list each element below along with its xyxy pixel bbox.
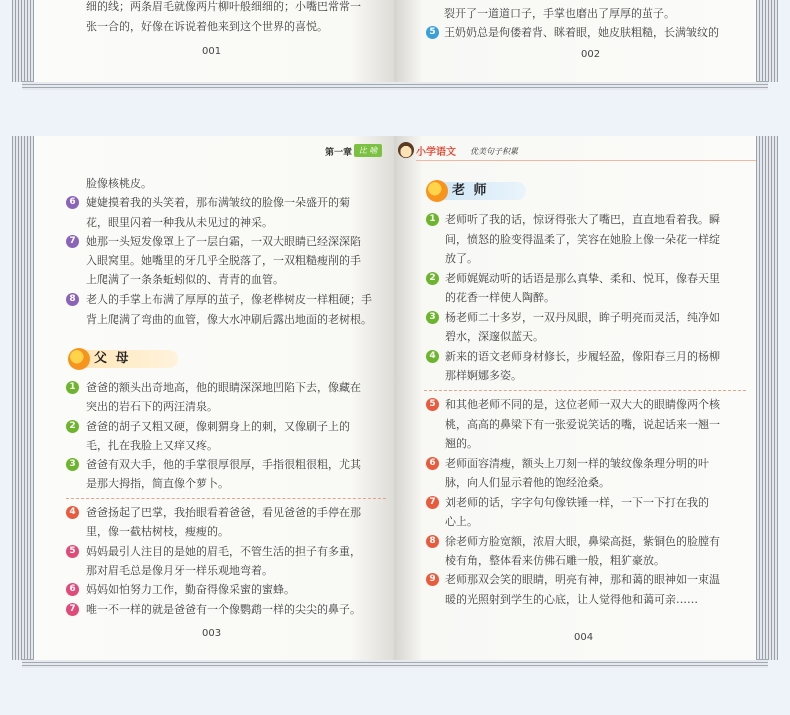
text-line: 那对眉毛总是像月牙一样乐观地弯着。	[86, 564, 273, 577]
page-edge-left	[12, 0, 34, 82]
text-line: 是那大拇指，简直像个萝卜。	[86, 477, 229, 490]
text-line: 上爬满了一条条蚯蚓似的、青青的血管。	[86, 273, 284, 286]
text-line: 妈妈如怕努力工作，勤奋得像采蜜的蜜蜂。	[86, 583, 295, 596]
item-number-badge: 8	[426, 535, 439, 548]
text-line: 徐老师方脸宽额，浓眉大眼，鼻梁高挺，紫铜色的脸膛有	[445, 535, 720, 548]
item-number-badge: 5	[66, 545, 79, 558]
page-edge-right	[756, 136, 778, 660]
text-line: 老师那双会笑的眼睛，明亮有神，那和蔼的眼神如一束温	[445, 573, 720, 586]
page-number: 001	[202, 46, 222, 57]
text-line: 碧水，深邃似蓝天。	[445, 330, 544, 343]
section-heading-parents	[68, 348, 178, 370]
text-line: 爸爸有双大手，他的手掌很厚很厚，手指很粗很粗，尤其	[86, 458, 361, 471]
text-line: 那样婀娜多姿。	[445, 369, 522, 382]
text-line: 婕婕摸着我的头笑着，那布满皱纹的脸像一朵盛开的菊	[86, 196, 350, 209]
page-edge-bottom	[22, 81, 768, 90]
text-line: 刘老师的话，字字句句像铁锤一样，一下一下打在我的	[445, 496, 709, 509]
text-line: 暖的光照射到学生的心底，让人觉得他和蔼可亲……	[445, 593, 698, 606]
child-mascot-icon	[398, 142, 414, 158]
text-line: 老师听了我的话，惊讶得张大了嘴巴，直直地看着我。瞬	[445, 213, 720, 226]
page-003	[34, 136, 394, 660]
text-line: 心上。	[445, 515, 478, 528]
text-line: 老人的手掌上布满了厚厚的茧子，像老桦树皮一样粗硬；手	[86, 293, 372, 306]
text-line: 放了。	[445, 252, 478, 265]
text-line: 毛，扎在我脸上又痒又疼。	[86, 439, 218, 452]
chapter-label: 第一章	[324, 148, 352, 158]
header-rule	[416, 160, 756, 161]
book-spread-main	[12, 136, 778, 660]
section-title: 老 师	[452, 183, 489, 198]
item-number-badge: 7	[426, 496, 439, 509]
section-heading-teachers	[426, 180, 536, 202]
page-001	[34, 0, 394, 82]
item-number-badge: 4	[66, 506, 79, 519]
dashed-divider	[66, 498, 386, 499]
page-number: 002	[581, 49, 601, 60]
text-line: 新来的语文老师身材修长，步履轻盈，像阳春三月的杨柳	[445, 350, 720, 363]
item-number-badge: 6	[66, 196, 79, 209]
item-number-badge: 5	[426, 26, 439, 39]
text-line: 老师娓娓动听的话语是那么真挚、柔和、悦耳，像春天里	[445, 272, 720, 285]
text-line: 脸像核桃皮。	[86, 177, 152, 190]
text-line: 和其他老师不同的是，这位老师一双大大的眼睛像两个核	[445, 398, 720, 411]
chapter-tag: 比 喻	[354, 144, 382, 157]
page-004	[394, 136, 756, 660]
text-line: 花，眼里闪着一种我从未见过的神采。	[86, 216, 273, 229]
item-number-badge: 2	[426, 272, 439, 285]
item-number-badge: 1	[426, 213, 439, 226]
item-number-badge: 9	[426, 573, 439, 586]
text-line: 爸爸的额头出奇地高，他的眼睛深深地凹陷下去，像藏在	[86, 381, 361, 394]
text-line: 爸爸扬起了巴掌，我抬眼看着爸爸，看见爸爸的手停在那	[86, 506, 361, 519]
text-line: 老师面容清瘦，额头上刀刻一样的皱纹像条理分明的叶	[445, 457, 709, 470]
section-badge-icon	[68, 348, 90, 370]
item-number-badge: 3	[66, 458, 79, 471]
item-number-badge: 7	[66, 235, 79, 248]
series-subtitle: 优美句子积累	[470, 147, 518, 156]
text-line: 裂开了一道道口子，手掌也磨出了厚厚的茧子。	[444, 7, 675, 20]
item-number-badge: 7	[66, 603, 79, 616]
item-number-badge: 6	[66, 583, 79, 596]
text-line: 桃，高高的鼻梁下有一张爱说笑话的嘴，说起话来一翘一	[445, 418, 720, 431]
text-line: 她那一头短发像罩上了一层白霜，一双大眼睛已经深深陷	[86, 235, 361, 248]
page-002	[394, 0, 756, 82]
page-number: 003	[202, 628, 222, 639]
section-badge-icon	[426, 180, 448, 202]
text-line: 唯一不一样的就是爸爸有一个像鹦鹉一样的尖尖的鼻子。	[86, 603, 361, 616]
item-number-badge: 6	[426, 457, 439, 470]
dashed-divider	[424, 390, 746, 391]
text-line: 突出的岩石下的两汪清泉。	[86, 400, 218, 413]
text-line: 翘的。	[445, 437, 478, 450]
text-line: 细的线；两条眉毛就像两片柳叶般细细的；小嘴巴常常一	[86, 0, 361, 13]
item-number-badge: 3	[426, 311, 439, 324]
page-edge-left	[12, 136, 34, 660]
page-edge-right	[756, 0, 778, 82]
item-number-badge: 8	[66, 293, 79, 306]
book-spread-top	[12, 0, 778, 82]
series-title: 小学语文	[416, 147, 456, 158]
item-number-badge: 1	[66, 381, 79, 394]
text-line: 间，愤怒的脸变得温柔了，笑容在她脸上像一朵花一样绽	[445, 233, 720, 246]
item-number-badge: 4	[426, 350, 439, 363]
page-number: 004	[574, 632, 594, 643]
item-number-badge: 2	[66, 420, 79, 433]
text-line: 入眼窝里。她嘴里的牙几乎全脱落了，一双粗糙瘦削的手	[86, 254, 361, 267]
text-line: 张一合的，好像在诉说着他来到这个世界的喜悦。	[86, 20, 328, 33]
text-line: 的花香一样使人陶醉。	[445, 291, 555, 304]
text-line: 脉，向人们显示着他的饱经沧桑。	[445, 476, 610, 489]
text-line: 爸爸的胡子又粗又硬，像刺猬身上的刺，又像刷子上的	[86, 420, 350, 433]
item-number-badge: 5	[426, 398, 439, 411]
page-edge-bottom	[22, 659, 768, 668]
text-line: 妈妈最引人注目的是她的眉毛，不管生活的担子有多重，	[86, 545, 361, 558]
text-line: 杨老师二十多岁，一双丹凤眼，眸子明亮而灵活，纯净如	[445, 311, 720, 324]
section-title: 父 母	[94, 351, 131, 366]
text-line: 背上爬满了弯曲的血管，像大水冲刷后露出地面的老树根。	[86, 313, 372, 326]
text-line: 棱有角，整体看来仿佛石雕一般，粗犷豪放。	[445, 554, 665, 567]
text-line: 王奶奶总是佝偻着背、眯着眼，她皮肤粗糙，长满皱纹的	[444, 26, 719, 39]
text-line: 里，像一截枯树枝，瘦瘦的。	[86, 525, 229, 538]
